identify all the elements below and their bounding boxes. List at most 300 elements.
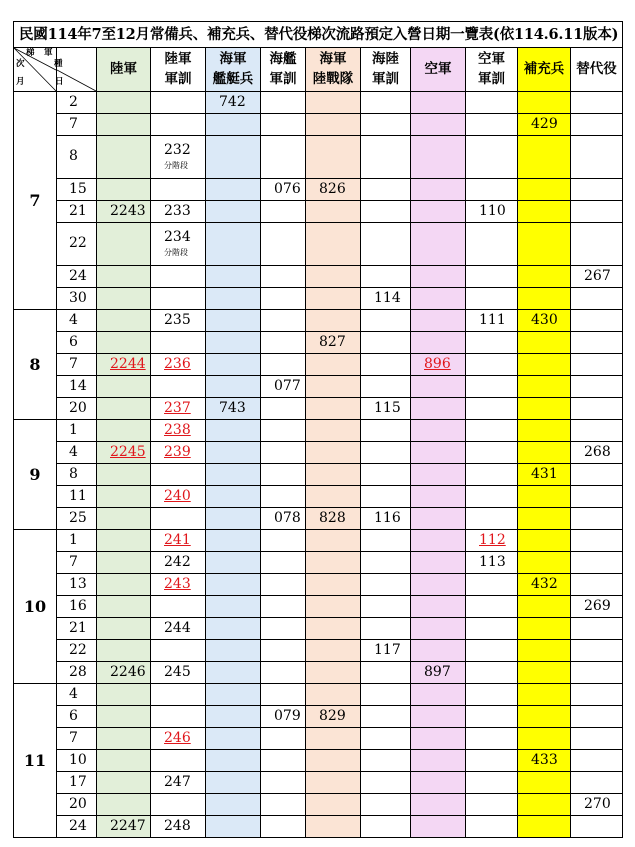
batch-cell (261, 179, 306, 201)
batch-number: 2244 (110, 355, 146, 372)
batch-cell (306, 618, 361, 640)
batch-cell (518, 420, 571, 442)
batch-cell (306, 662, 361, 684)
batch-number: 110 (479, 202, 506, 219)
batch-cell (518, 596, 571, 618)
batch-cell (206, 288, 261, 310)
header-row (14, 48, 623, 92)
batch-number: 236 (164, 355, 191, 372)
batch-cell (261, 486, 306, 508)
batch-number: 241 (164, 531, 191, 548)
table-row (14, 640, 623, 662)
batch-number: 116 (374, 509, 401, 526)
phase-note: 分階段 (164, 160, 188, 170)
column-header-line2: 軍訓 (164, 70, 192, 87)
column-header-line1: 補充兵 (523, 60, 565, 77)
batch-cell (97, 310, 151, 332)
batch-cell (361, 816, 411, 838)
batch-cell (206, 420, 261, 442)
month-cell: 7 (14, 92, 57, 310)
batch-number: 077 (274, 377, 301, 394)
month-cell: 8 (14, 310, 57, 420)
batch-cell (151, 376, 206, 398)
batch-number: 079 (274, 707, 301, 724)
batch-cell (306, 750, 361, 772)
batch-cell (411, 288, 466, 310)
table-title: 民國114年7至12月常備兵、補充兵、替代役梯次流路預定入營日期一覽表(依114.6.11版本) (14, 22, 623, 48)
batch-cell (466, 618, 518, 640)
day-cell: 22 (57, 223, 97, 266)
batch-cell (261, 223, 306, 266)
batch-cell (518, 398, 571, 420)
day-cell: 16 (57, 596, 97, 618)
batch-cell (361, 618, 411, 640)
batch-cell (411, 136, 466, 179)
batch-cell (571, 530, 623, 552)
batch-cell (206, 574, 261, 596)
column-header-line1: 海陸 (372, 50, 399, 67)
batch-cell (411, 201, 466, 223)
batch-cell (151, 772, 206, 794)
batch-cell (571, 136, 623, 179)
batch-cell (151, 486, 206, 508)
batch-cell (571, 310, 623, 332)
batch-cell (97, 398, 151, 420)
batch-cell (206, 706, 261, 728)
batch-number: 117 (374, 641, 401, 658)
batch-number: 235 (164, 311, 191, 328)
batch-cell (261, 618, 306, 640)
batch-cell (466, 136, 518, 179)
batch-cell (361, 728, 411, 750)
batch-cell (97, 816, 151, 838)
batch-cell (261, 136, 306, 179)
batch-cell (571, 92, 623, 114)
batch-cell (411, 398, 466, 420)
batch-cell (206, 618, 261, 640)
batch-cell (361, 114, 411, 136)
batch-cell (361, 794, 411, 816)
batch-cell (97, 376, 151, 398)
batch-cell (151, 92, 206, 114)
column-header-line1: 空軍 (424, 60, 452, 77)
batch-cell (206, 376, 261, 398)
batch-cell (261, 420, 306, 442)
table-row (14, 332, 623, 354)
batch-cell (361, 332, 411, 354)
batch-cell (361, 486, 411, 508)
batch-cell (361, 464, 411, 486)
batch-cell (466, 376, 518, 398)
batch-cell (151, 684, 206, 706)
batch-cell (306, 288, 361, 310)
batch-cell (518, 816, 571, 838)
table-row (14, 816, 623, 838)
month-cell: 11 (14, 684, 57, 838)
table-row (14, 486, 623, 508)
batch-number: 742 (219, 93, 246, 110)
batch-cell (306, 508, 361, 530)
table-row (14, 618, 623, 640)
batch-cell (518, 288, 571, 310)
table-row (14, 92, 623, 114)
batch-number: 431 (531, 465, 558, 482)
day-cell: 24 (57, 816, 97, 838)
batch-cell (518, 618, 571, 640)
batch-cell (571, 706, 623, 728)
table-row (14, 728, 623, 750)
batch-cell (411, 376, 466, 398)
batch-cell (97, 662, 151, 684)
day-cell: 10 (57, 750, 97, 772)
batch-cell (306, 398, 361, 420)
batch-cell (411, 332, 466, 354)
batch-cell (466, 530, 518, 552)
day-cell: 15 (57, 179, 97, 201)
table-row (14, 772, 623, 794)
batch-number: 114 (374, 289, 401, 306)
batch-cell (206, 179, 261, 201)
batch-cell (466, 442, 518, 464)
batch-cell (466, 662, 518, 684)
table-row (14, 376, 623, 398)
batch-cell (306, 596, 361, 618)
table-row (14, 750, 623, 772)
batch-cell (571, 750, 623, 772)
batch-cell (306, 816, 361, 838)
batch-cell (97, 136, 151, 179)
batch-cell (571, 376, 623, 398)
batch-number: 243 (164, 575, 191, 592)
batch-cell (466, 640, 518, 662)
batch-cell (206, 794, 261, 816)
batch-cell (306, 223, 361, 266)
batch-cell (571, 794, 623, 816)
batch-cell (151, 179, 206, 201)
batch-cell (306, 376, 361, 398)
batch-cell (361, 750, 411, 772)
batch-number: 430 (531, 311, 558, 328)
batch-cell (97, 772, 151, 794)
day-cell: 28 (57, 662, 97, 684)
batch-cell (206, 354, 261, 376)
batch-cell (411, 464, 466, 486)
batch-cell (206, 728, 261, 750)
batch-number: 232 (164, 142, 191, 159)
batch-cell (261, 332, 306, 354)
batch-number: 244 (164, 619, 191, 636)
batch-number: 2247 (110, 817, 146, 834)
column-header-7 (411, 48, 466, 92)
batch-cell (518, 794, 571, 816)
column-header-line1: 海軍 (319, 50, 347, 67)
corner-tier: 梯 (26, 48, 35, 58)
batch-cell (411, 794, 466, 816)
batch-cell (151, 398, 206, 420)
batch-cell (518, 508, 571, 530)
batch-number: 897 (424, 663, 451, 680)
batch-cell (261, 728, 306, 750)
column-header-line1: 海軍 (219, 50, 247, 67)
batch-cell (571, 684, 623, 706)
batch-cell (97, 640, 151, 662)
batch-cell (518, 92, 571, 114)
batch-cell (206, 750, 261, 772)
batch-cell (518, 640, 571, 662)
batch-cell (261, 684, 306, 706)
day-cell: 7 (57, 114, 97, 136)
batch-cell (411, 223, 466, 266)
batch-cell (261, 266, 306, 288)
batch-cell (411, 816, 466, 838)
batch-cell (466, 464, 518, 486)
batch-cell (361, 442, 411, 464)
batch-cell (206, 92, 261, 114)
batch-number: 238 (164, 421, 191, 438)
batch-cell (206, 772, 261, 794)
batch-cell (97, 596, 151, 618)
batch-cell (151, 794, 206, 816)
batch-cell (151, 750, 206, 772)
batch-cell (411, 442, 466, 464)
batch-cell (518, 136, 571, 179)
batch-cell (206, 332, 261, 354)
day-cell: 1 (57, 530, 97, 552)
batch-cell (206, 596, 261, 618)
batch-cell (411, 354, 466, 376)
day-cell: 7 (57, 552, 97, 574)
table-row (14, 179, 623, 201)
column-header-line2: 陸戰隊 (312, 70, 354, 87)
batch-cell (466, 772, 518, 794)
batch-cell (97, 288, 151, 310)
batch-cell (97, 442, 151, 464)
batch-cell (206, 136, 261, 179)
batch-cell (306, 310, 361, 332)
batch-cell (206, 662, 261, 684)
batch-number: 111 (479, 311, 506, 328)
batch-number: 270 (584, 795, 611, 812)
batch-number: 896 (424, 355, 451, 372)
batch-cell (518, 772, 571, 794)
table-row (14, 354, 623, 376)
batch-cell (261, 508, 306, 530)
batch-cell (261, 354, 306, 376)
batch-number: 239 (164, 443, 191, 460)
batch-number: 234 (164, 229, 191, 246)
batch-number: 433 (531, 751, 558, 768)
day-cell: 4 (57, 684, 97, 706)
batch-cell (518, 201, 571, 223)
day-cell: 22 (57, 640, 97, 662)
day-cell: 1 (57, 420, 97, 442)
batch-cell (518, 223, 571, 266)
batch-cell (411, 662, 466, 684)
batch-cell (151, 464, 206, 486)
table-row (14, 288, 623, 310)
batch-cell (518, 728, 571, 750)
table-row (14, 508, 623, 530)
batch-cell (206, 552, 261, 574)
batch-cell (411, 530, 466, 552)
batch-cell (571, 420, 623, 442)
batch-cell (411, 266, 466, 288)
batch-cell (206, 530, 261, 552)
batch-cell (206, 508, 261, 530)
day-cell: 7 (57, 728, 97, 750)
batch-cell (97, 92, 151, 114)
corner-cell-right (54, 48, 97, 92)
batch-cell (306, 420, 361, 442)
batch-cell (261, 114, 306, 136)
day-cell: 24 (57, 266, 97, 288)
day-cell: 2 (57, 92, 97, 114)
batch-cell (97, 201, 151, 223)
day-cell: 25 (57, 508, 97, 530)
batch-cell (361, 508, 411, 530)
batch-cell (518, 706, 571, 728)
batch-cell (466, 750, 518, 772)
batch-cell (206, 442, 261, 464)
batch-cell (518, 552, 571, 574)
batch-cell (151, 201, 206, 223)
batch-cell (306, 486, 361, 508)
batch-cell (361, 684, 411, 706)
batch-cell (151, 136, 206, 179)
batch-cell (261, 706, 306, 728)
batch-cell (97, 179, 151, 201)
batch-cell (466, 288, 518, 310)
corner-month: 月 (16, 77, 25, 87)
day-cell: 8 (57, 136, 97, 179)
batch-cell (151, 640, 206, 662)
batch-cell (151, 618, 206, 640)
batch-cell (411, 596, 466, 618)
batch-cell (361, 201, 411, 223)
batch-number: 240 (164, 487, 191, 504)
batch-cell (518, 179, 571, 201)
batch-number: 2245 (110, 443, 146, 460)
batch-cell (151, 552, 206, 574)
batch-cell (151, 596, 206, 618)
batch-cell (361, 223, 411, 266)
batch-cell (518, 486, 571, 508)
batch-cell (306, 332, 361, 354)
column-header-line1: 陸軍 (110, 60, 137, 77)
batch-cell (571, 772, 623, 794)
column-header-line2: 軍訓 (478, 70, 505, 87)
day-cell: 7 (57, 354, 97, 376)
batch-cell (306, 179, 361, 201)
table-row (14, 310, 623, 332)
batch-cell (97, 728, 151, 750)
batch-cell (206, 398, 261, 420)
batch-cell (97, 530, 151, 552)
batch-cell (466, 223, 518, 266)
batch-cell (261, 574, 306, 596)
batch-cell (571, 574, 623, 596)
batch-cell (306, 794, 361, 816)
batch-cell (97, 552, 151, 574)
table-row (14, 201, 623, 223)
batch-cell (571, 179, 623, 201)
batch-cell (206, 114, 261, 136)
batch-cell (411, 618, 466, 640)
batch-cell (206, 486, 261, 508)
day-cell: 20 (57, 794, 97, 816)
table-row (14, 706, 623, 728)
batch-number: 2246 (110, 663, 146, 680)
batch-cell (518, 750, 571, 772)
batch-cell (518, 114, 571, 136)
batch-cell (306, 354, 361, 376)
batch-cell (206, 684, 261, 706)
batch-cell (306, 574, 361, 596)
batch-cell (151, 728, 206, 750)
batch-cell (97, 684, 151, 706)
day-cell: 14 (57, 376, 97, 398)
batch-cell (571, 486, 623, 508)
batch-cell (466, 266, 518, 288)
batch-cell (571, 398, 623, 420)
day-cell: 30 (57, 288, 97, 310)
batch-cell (306, 640, 361, 662)
batch-cell (361, 574, 411, 596)
batch-cell (261, 442, 306, 464)
batch-cell (361, 310, 411, 332)
table-row (14, 420, 623, 442)
batch-cell (571, 640, 623, 662)
batch-cell (571, 266, 623, 288)
column-header-9 (518, 48, 571, 92)
batch-cell (261, 398, 306, 420)
batch-cell (261, 552, 306, 574)
batch-cell (361, 662, 411, 684)
day-cell: 20 (57, 398, 97, 420)
column-header-10 (571, 48, 623, 92)
batch-cell (466, 486, 518, 508)
batch-cell (151, 354, 206, 376)
batch-cell (151, 530, 206, 552)
batch-cell (306, 706, 361, 728)
batch-cell (518, 530, 571, 552)
batch-cell (571, 728, 623, 750)
batch-cell (466, 574, 518, 596)
batch-cell (97, 354, 151, 376)
batch-number: 829 (319, 707, 346, 724)
batch-cell (97, 464, 151, 486)
batch-number: 269 (584, 597, 611, 614)
batch-cell (261, 201, 306, 223)
batch-cell (466, 179, 518, 201)
batch-cell (411, 92, 466, 114)
batch-cell (306, 201, 361, 223)
batch-cell (306, 530, 361, 552)
batch-cell (306, 552, 361, 574)
batch-cell (261, 92, 306, 114)
batch-cell (466, 706, 518, 728)
batch-cell (571, 288, 623, 310)
batch-number: 112 (479, 531, 506, 548)
batch-cell (571, 442, 623, 464)
batch-cell (411, 179, 466, 201)
batch-cell (261, 464, 306, 486)
batch-cell (306, 92, 361, 114)
batch-cell (261, 794, 306, 816)
batch-cell (466, 794, 518, 816)
batch-cell (206, 640, 261, 662)
batch-cell (151, 442, 206, 464)
